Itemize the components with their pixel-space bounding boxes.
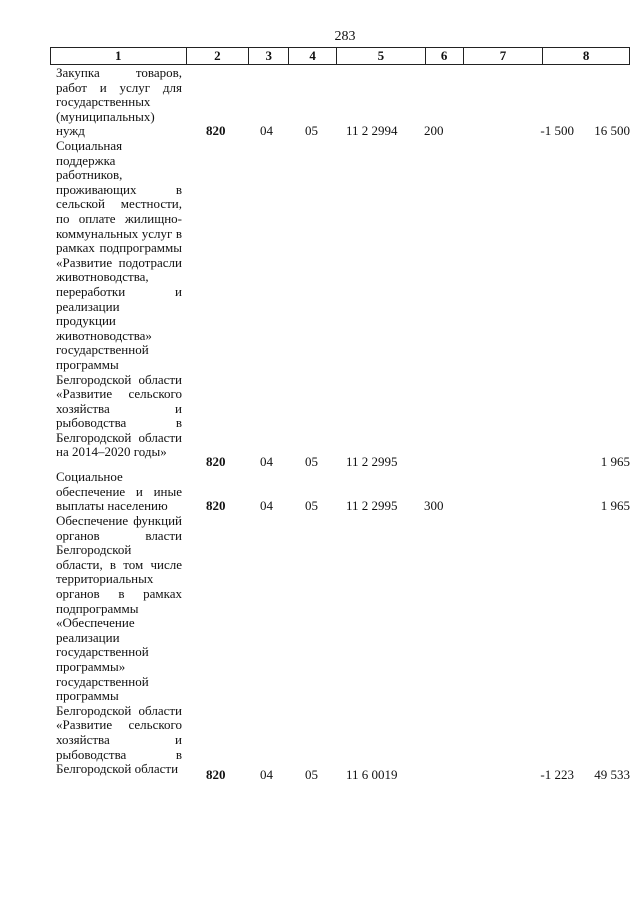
desc-line: «Развитие сельского (56, 717, 182, 733)
header-col-6: 6 (426, 48, 464, 64)
desc-line: хозяйства и (56, 400, 182, 416)
desc-line: переработки и (56, 283, 182, 299)
desc-line: Белгородской области (56, 429, 182, 445)
page-number: 283 (334, 29, 356, 44)
desc-line: реализации (56, 629, 120, 645)
desc-line: Социальное (56, 469, 123, 484)
cell-col-3: 04 (260, 123, 273, 138)
cell-col-8: 49 533 (594, 767, 630, 782)
cell-col-3: 04 (260, 454, 273, 469)
row-description (56, 139, 182, 460)
cell-col-3: 04 (260, 767, 273, 782)
desc-line: рыбоводства в (56, 415, 182, 431)
desc-line: программы» (56, 658, 126, 674)
desc-line: программы (56, 356, 119, 372)
cell-col-4: 05 (305, 123, 318, 138)
row-description (56, 514, 182, 777)
table-header (50, 47, 630, 65)
desc-line: Белгородской (56, 542, 132, 558)
cell-col-4: 05 (305, 498, 318, 513)
header-col-7: 7 (464, 48, 544, 64)
cell-col-7: -1 500 (540, 123, 574, 138)
desc-line: выплаты населению (56, 498, 168, 514)
cell-col-5: 11 2 2995 (346, 498, 398, 513)
desc-line: работников, (56, 167, 123, 183)
desc-line: территориальных (56, 571, 154, 587)
row-description (56, 66, 182, 139)
cell-col-8: 1 965 (600, 454, 630, 469)
cell-col-4: 05 (305, 767, 318, 782)
desc-line: «Развитие подотрасли (56, 254, 182, 270)
desc-line: сельской местности, (56, 196, 182, 212)
desc-line: государственной (56, 644, 149, 660)
desc-line: реализации (56, 298, 120, 314)
cell-col-6: 300 (424, 498, 444, 513)
desc-line: (муниципальных) (56, 108, 155, 124)
desc-line: Закупка товаров, (56, 65, 182, 80)
cell-col-5: 11 2 2994 (346, 123, 398, 138)
desc-line: государственных (56, 94, 151, 110)
desc-line: нужд (56, 123, 85, 139)
desc-line: Белгородской области (56, 702, 182, 718)
cell-col-5: 11 6 0019 (346, 767, 398, 782)
desc-line: животноводства, (56, 269, 149, 285)
cell-col-2: 820 (206, 498, 226, 513)
desc-line: рыбоводства в (56, 746, 182, 762)
desc-line: коммунальных услуг в (56, 225, 182, 241)
desc-line: государственной (56, 342, 149, 358)
desc-line: на 2014–2020 годы» (56, 444, 167, 460)
desc-line: поддержка (56, 152, 116, 168)
cell-col-8: 16 500 (594, 123, 630, 138)
cell-col-3: 04 (260, 498, 273, 513)
row-description (56, 470, 182, 514)
cell-col-7: -1 223 (540, 767, 574, 782)
desc-line: работ и услуг для (56, 79, 182, 95)
desc-line: органов власти (56, 527, 182, 543)
desc-line: органов в рамках (56, 585, 182, 601)
desc-line: государственной (56, 673, 149, 689)
header-col-2: 2 (187, 48, 250, 64)
desc-line: Белгородской области (56, 371, 182, 387)
desc-line: проживающих в (56, 181, 182, 197)
header-col-3: 3 (249, 48, 289, 64)
cell-col-6: 200 (424, 123, 444, 138)
header-col-1: 1 (51, 48, 187, 64)
desc-line: Белгородской области (56, 761, 179, 777)
desc-line: «Обеспечение (56, 615, 135, 631)
desc-line: по оплате жилищно- (56, 210, 182, 226)
desc-line: продукции (56, 313, 116, 329)
desc-line: животноводства» (56, 327, 152, 343)
desc-line: рамках подпрограммы (56, 240, 182, 256)
desc-line: хозяйства и (56, 731, 182, 747)
cell-col-2: 820 (206, 123, 226, 138)
desc-line: «Развитие сельского (56, 386, 182, 402)
desc-line: подпрограммы (56, 600, 139, 616)
header-col-8: 8 (582, 48, 590, 63)
desc-line: Обеспечение функций (56, 513, 182, 528)
cell-col-5: 11 2 2995 (346, 454, 398, 469)
desc-line: обеспечение и иные (56, 483, 182, 499)
header-col-5: 5 (337, 48, 426, 64)
desc-line: Социальная (56, 138, 123, 153)
cell-col-4: 05 (305, 454, 318, 469)
header-col-4: 4 (289, 48, 337, 64)
desc-line: области, в том числе (56, 556, 182, 572)
cell-col-8: 1 965 (600, 498, 630, 513)
desc-line: программы (56, 688, 119, 704)
cell-col-2: 820 (206, 454, 226, 469)
cell-col-2: 820 (206, 767, 226, 782)
